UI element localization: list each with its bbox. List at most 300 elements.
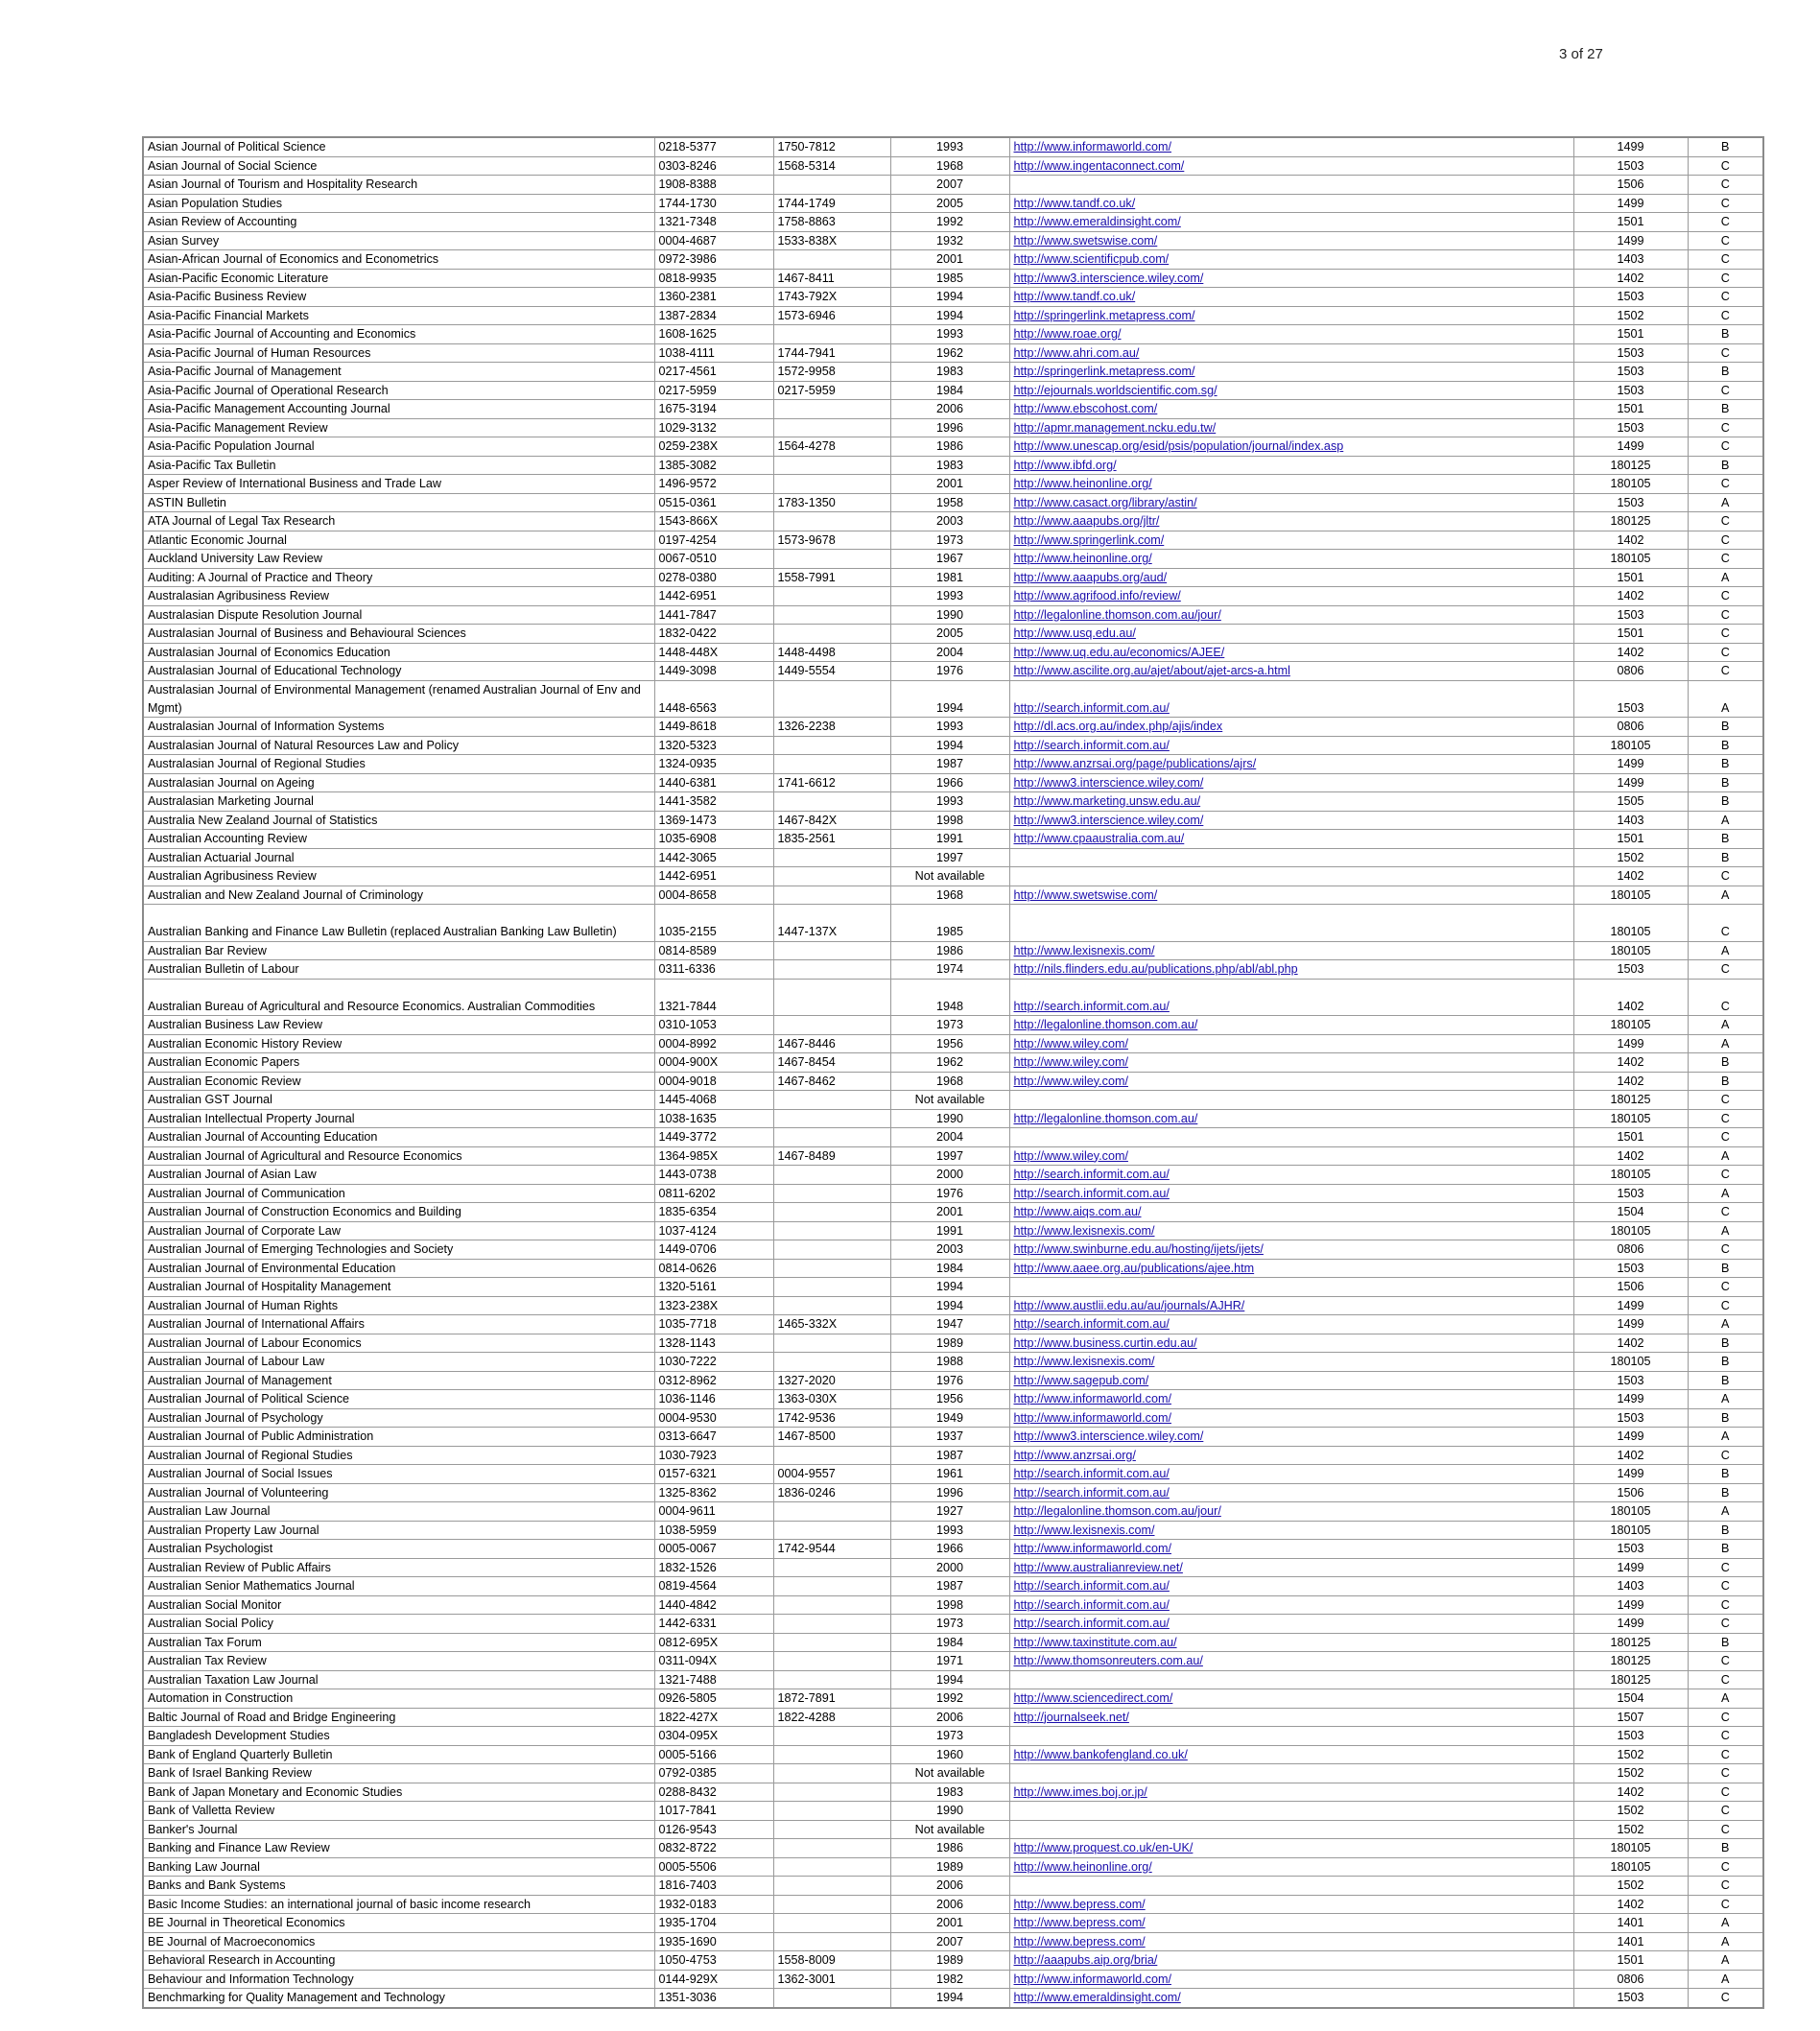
rank-cell: C <box>1688 213 1763 232</box>
journal-link[interactable]: http://nils.flinders.edu.au/publications.php/abl/abl.php <box>1013 962 1298 976</box>
journal-title-cell: Asian-African Journal of Economics and Econometrics <box>143 250 654 270</box>
journal-link[interactable]: http://search.informit.com.au/ <box>1013 1579 1170 1593</box>
table-row <box>143 1203 1763 1222</box>
start-year-cell: 1961 <box>890 1465 1009 1484</box>
start-year-cell: 1985 <box>890 269 1009 288</box>
journal-link[interactable]: http://www.bepress.com/ <box>1013 1916 1146 1929</box>
field-code-cell: 1499 <box>1573 1558 1688 1577</box>
journal-url-cell <box>1009 662 1573 681</box>
journal-url-cell <box>1009 867 1573 886</box>
eissn-cell <box>773 1839 890 1858</box>
issn-cell: 1321-7348 <box>654 213 773 232</box>
issn-cell: 1364-985X <box>654 1146 773 1166</box>
rank-cell: C <box>1688 343 1763 363</box>
start-year-cell: 2006 <box>890 1708 1009 1727</box>
eissn-cell: 1558-7991 <box>773 568 890 587</box>
journal-title-cell: Australian Journal of Emerging Technologies and Society <box>143 1240 654 1260</box>
journal-title-cell: Australian Journal of Psychology <box>143 1408 654 1428</box>
eissn-cell: 1572-9958 <box>773 363 890 382</box>
eissn-cell <box>773 979 890 1016</box>
issn-cell: 1449-3098 <box>654 662 773 681</box>
field-code-cell: 1401 <box>1573 1914 1688 1933</box>
journal-link[interactable]: http://www.bepress.com/ <box>1013 1934 1146 1948</box>
journal-link[interactable]: http://www.swetswise.com/ <box>1013 233 1158 248</box>
start-year-cell: 1962 <box>890 1053 1009 1073</box>
eissn-cell <box>773 418 890 437</box>
journal-title-cell: Bank of Valletta Review <box>143 1802 654 1821</box>
journal-url-cell <box>1009 1615 1573 1634</box>
journal-link[interactable]: http://www.wiley.com/ <box>1013 1055 1128 1069</box>
table-row <box>143 1745 1763 1764</box>
journal-link[interactable]: http://aaapubs.aip.org/bria/ <box>1013 1953 1158 1967</box>
journal-link[interactable]: http://legalonline.thomson.com.au/jour/ <box>1013 607 1221 622</box>
start-year-cell: 2001 <box>890 250 1009 270</box>
rank-cell: A <box>1688 941 1763 960</box>
field-code-cell: 1499 <box>1573 755 1688 774</box>
table-row <box>143 493 1763 512</box>
journal-url-cell <box>1009 381 1573 400</box>
journal-link[interactable]: http://www.tandf.co.uk/ <box>1013 290 1136 303</box>
journal-link[interactable]: http://www.unescap.org/esid/psis/population/journal/index.asp <box>1013 439 1344 453</box>
start-year-cell: 1990 <box>890 1802 1009 1821</box>
journal-url-cell <box>1009 1820 1573 1839</box>
journal-link[interactable]: http://legalonline.thomson.com.au/ <box>1013 1018 1198 1031</box>
journal-link[interactable]: http://search.informit.com.au/ <box>1013 1617 1170 1630</box>
journal-url-cell <box>1009 1595 1573 1615</box>
issn-cell: 0812-695X <box>654 1633 773 1652</box>
field-code-cell: 180125 <box>1573 1670 1688 1689</box>
rank-cell: B <box>1688 830 1763 849</box>
start-year-cell: 1996 <box>890 418 1009 437</box>
table-row <box>143 1072 1763 1091</box>
journal-url-cell <box>1009 1689 1573 1709</box>
issn-cell: 1440-6381 <box>654 773 773 792</box>
journal-link[interactable]: http://www.wiley.com/ <box>1013 1074 1128 1088</box>
field-code-cell: 1503 <box>1573 343 1688 363</box>
field-code-cell: 1402 <box>1573 1446 1688 1465</box>
journal-link[interactable]: http://search.informit.com.au/ <box>1013 999 1170 1013</box>
journal-url-cell <box>1009 1989 1573 2008</box>
field-code-cell: 1499 <box>1573 231 1688 250</box>
table-row <box>143 269 1763 288</box>
issn-cell: 0819-4564 <box>654 1577 773 1596</box>
table-row <box>143 400 1763 419</box>
field-code-cell: 1499 <box>1573 137 1688 156</box>
journal-link[interactable]: http://www.swinburne.edu.au/hosting/ijets/ijets/ <box>1013 1242 1264 1256</box>
journal-link[interactable]: http://www.informaworld.com/ <box>1013 1410 1171 1425</box>
journal-link[interactable]: http://www.usq.edu.au/ <box>1013 626 1136 640</box>
journal-link[interactable]: http://legalonline.thomson.com.au/jour/ <box>1013 1504 1221 1518</box>
journal-link[interactable]: http://www.sagepub.com/ <box>1013 1373 1149 1387</box>
issn-cell: 1038-5959 <box>654 1521 773 1540</box>
rank-cell: B <box>1688 325 1763 344</box>
field-code-cell: 1401 <box>1573 1932 1688 1951</box>
start-year-cell: 1962 <box>890 343 1009 363</box>
journal-title-cell: Asia-Pacific Management Accounting Journal <box>143 400 654 419</box>
start-year-cell: 1949 <box>890 1408 1009 1428</box>
issn-cell: 1050-4753 <box>654 1951 773 1971</box>
journal-title-cell: Asper Review of International Business and Trade Law <box>143 475 654 494</box>
rank-cell: C <box>1688 1577 1763 1596</box>
journal-link[interactable]: http://www.heinonline.org/ <box>1013 477 1152 490</box>
journal-url-cell <box>1009 1315 1573 1334</box>
issn-cell: 1441-7847 <box>654 605 773 625</box>
journal-link[interactable]: http://dl.acs.org.au/index.php/ajis/index <box>1013 720 1223 733</box>
rank-cell: B <box>1688 1633 1763 1652</box>
journal-url-cell <box>1009 905 1573 942</box>
rank-cell: B <box>1688 755 1763 774</box>
table-row <box>143 456 1763 475</box>
eissn-cell <box>773 1877 890 1896</box>
journal-link[interactable]: http://www.ascilite.org.au/ajet/about/ajet-arcs-a.html <box>1013 664 1290 677</box>
journal-link[interactable]: http://www.informaworld.com/ <box>1013 1392 1171 1405</box>
journal-title-cell: Asian Journal of Social Science <box>143 156 654 176</box>
issn-cell: 1385-3082 <box>654 456 773 475</box>
start-year-cell: 1971 <box>890 1652 1009 1671</box>
journal-link[interactable]: http://search.informit.com.au/ <box>1013 1186 1170 1200</box>
journal-title-cell: Australian Business Law Review <box>143 1016 654 1035</box>
start-year-cell: 1960 <box>890 1745 1009 1764</box>
field-code-cell: 1501 <box>1573 625 1688 644</box>
rank-cell: A <box>1688 1502 1763 1522</box>
start-year-cell: 1973 <box>890 1727 1009 1746</box>
issn-cell: 1442-6951 <box>654 867 773 886</box>
journal-url-cell <box>1009 1764 1573 1783</box>
journal-title-cell: Asia-Pacific Journal of Human Resources <box>143 343 654 363</box>
issn-cell: 0792-0385 <box>654 1764 773 1783</box>
field-code-cell: 1503 <box>1573 493 1688 512</box>
table-row <box>143 905 1763 942</box>
table-row <box>143 325 1763 344</box>
journal-url-cell <box>1009 605 1573 625</box>
start-year-cell: 1973 <box>890 1016 1009 1035</box>
journal-url-cell <box>1009 325 1573 344</box>
journal-link[interactable]: http://apmr.management.ncku.edu.tw/ <box>1013 420 1217 435</box>
journal-link[interactable]: http://www3.interscience.wiley.com/ <box>1013 271 1204 285</box>
journal-link[interactable]: http://www.informaworld.com/ <box>1013 1542 1171 1555</box>
rank-cell: A <box>1688 1951 1763 1971</box>
journal-link[interactable]: http://www.lexisnexis.com/ <box>1013 1223 1155 1238</box>
journal-link[interactable]: http://search.informit.com.au/ <box>1013 1168 1170 1181</box>
journal-url-cell <box>1009 1970 1573 1989</box>
journal-link[interactable]: http://www.scientificpub.com/ <box>1013 252 1170 266</box>
journal-link[interactable]: http://www.heinonline.org/ <box>1013 552 1152 565</box>
issn-cell: 0067-0510 <box>654 550 773 569</box>
journal-link[interactable]: http://www.ingentaconnect.com/ <box>1013 158 1185 173</box>
table-row <box>143 1914 1763 1933</box>
journal-link[interactable]: http://www.emeraldinsight.com/ <box>1013 1991 1181 2004</box>
journal-link[interactable]: http://legalonline.thomson.com.au/ <box>1013 1111 1198 1125</box>
journal-link[interactable]: http://search.informit.com.au/ <box>1013 738 1170 752</box>
journal-link[interactable]: http://www3.interscience.wiley.com/ <box>1013 1429 1204 1443</box>
rank-cell: C <box>1688 1558 1763 1577</box>
journal-url-cell <box>1009 306 1573 325</box>
rank-cell: A <box>1688 1146 1763 1166</box>
rank-cell: C <box>1688 1296 1763 1315</box>
field-code-cell: 180125 <box>1573 1633 1688 1652</box>
rank-cell: B <box>1688 1334 1763 1353</box>
journal-title-cell: Australian Journal of Accounting Education <box>143 1128 654 1147</box>
journal-link[interactable]: http://www.business.curtin.edu.au/ <box>1013 1335 1197 1350</box>
journal-link[interactable]: http://springerlink.metapress.com/ <box>1013 365 1195 378</box>
field-code-cell: 1503 <box>1573 1259 1688 1278</box>
journal-link[interactable]: http://www.bankofengland.co.uk/ <box>1013 1747 1188 1761</box>
eissn-cell: 1564-4278 <box>773 437 890 457</box>
journal-link[interactable]: http://search.informit.com.au/ <box>1013 700 1170 715</box>
journal-link[interactable]: http://springerlink.metapress.com/ <box>1013 308 1195 322</box>
journal-link[interactable]: http://www.ahri.com.au/ <box>1013 345 1140 360</box>
journal-link[interactable]: http://www.aaapubs.org/aud/ <box>1013 570 1168 584</box>
journal-link[interactable]: http://www.wiley.com/ <box>1013 1148 1128 1163</box>
journal-title-cell: Behaviour and Information Technology <box>143 1970 654 1989</box>
eissn-cell <box>773 1764 890 1783</box>
journal-title-cell: Banks and Bank Systems <box>143 1877 654 1896</box>
rank-cell: A <box>1688 1016 1763 1035</box>
issn-cell: 0004-9611 <box>654 1502 773 1522</box>
eissn-cell: 1362-3001 <box>773 1970 890 1989</box>
journal-title-cell: Australian Journal of Asian Law <box>143 1166 654 1185</box>
eissn-cell: 1449-5554 <box>773 662 890 681</box>
issn-cell: 1038-4111 <box>654 343 773 363</box>
journal-link[interactable]: http://www.taxinstitute.com.au/ <box>1013 1635 1177 1649</box>
journal-title-cell: Australian Journal of Labour Law <box>143 1353 654 1372</box>
journal-url-cell <box>1009 1577 1573 1596</box>
journal-title-cell: Banker's Journal <box>143 1820 654 1839</box>
field-code-cell: 1499 <box>1573 1428 1688 1447</box>
eissn-cell: 1872-7891 <box>773 1689 890 1709</box>
journal-link[interactable]: http://www.uq.edu.au/economics/AJEE/ <box>1013 645 1225 659</box>
journal-link[interactable]: http://www.australianreview.net/ <box>1013 1560 1183 1574</box>
issn-cell: 1935-1704 <box>654 1914 773 1933</box>
journal-title-cell: Australian Journal of International Affairs <box>143 1315 654 1334</box>
eissn-cell: 1741-6612 <box>773 773 890 792</box>
journal-link[interactable]: http://search.informit.com.au/ <box>1013 1485 1170 1500</box>
journal-link[interactable]: http://www.cpaaustralia.com.au/ <box>1013 832 1185 845</box>
journal-title-cell: Australian Law Journal <box>143 1502 654 1522</box>
field-code-cell: 180125 <box>1573 1652 1688 1671</box>
start-year-cell: 1993 <box>890 718 1009 737</box>
issn-cell: 1448-448X <box>654 643 773 662</box>
journal-url-cell <box>1009 493 1573 512</box>
journal-link[interactable]: http://www.sciencedirect.com/ <box>1013 1691 1173 1705</box>
journal-url-cell <box>1009 1540 1573 1559</box>
journal-link[interactable]: http://www.springerlink.com/ <box>1013 532 1165 547</box>
eissn-cell <box>773 1016 890 1035</box>
start-year-cell: 1991 <box>890 1221 1009 1240</box>
issn-cell: 0926-5805 <box>654 1689 773 1709</box>
table-row <box>143 1296 1763 1315</box>
field-code-cell: 180125 <box>1573 1091 1688 1110</box>
rank-cell: C <box>1688 1877 1763 1896</box>
eissn-cell: 1744-1749 <box>773 194 890 213</box>
journal-link[interactable]: http://www.roae.org/ <box>1013 327 1122 341</box>
journal-title-cell: Asia-Pacific Tax Bulletin <box>143 456 654 475</box>
journal-link[interactable]: http://www.lexisnexis.com/ <box>1013 943 1155 957</box>
journal-link[interactable]: http://www.tandf.co.uk/ <box>1013 196 1136 210</box>
issn-cell: 1608-1625 <box>654 325 773 344</box>
eissn-cell <box>773 1633 890 1652</box>
eissn-cell: 1783-1350 <box>773 493 890 512</box>
field-code-cell: 0806 <box>1573 1240 1688 1260</box>
journal-url-cell <box>1009 1652 1573 1671</box>
journal-link[interactable]: http://www.lexisnexis.com/ <box>1013 1523 1155 1537</box>
table-row <box>143 1540 1763 1559</box>
journal-link[interactable]: http://search.informit.com.au/ <box>1013 1467 1170 1480</box>
journal-title-cell: Australian Economic Review <box>143 1072 654 1091</box>
journal-url-cell <box>1009 1371 1573 1390</box>
issn-cell: 1442-6951 <box>654 587 773 606</box>
journal-title-cell: Atlantic Economic Journal <box>143 531 654 550</box>
table-row <box>143 363 1763 382</box>
table-row <box>143 1091 1763 1110</box>
issn-cell: 1816-7403 <box>654 1877 773 1896</box>
rank-cell: C <box>1688 905 1763 942</box>
journal-link[interactable]: http://ejournals.worldscientific.com.sg/ <box>1013 383 1217 397</box>
journal-title-cell: Behavioral Research in Accounting <box>143 1951 654 1971</box>
journal-link[interactable]: http://www.austlii.edu.au/au/journals/AJHR/ <box>1013 1298 1245 1312</box>
start-year-cell: 2006 <box>890 400 1009 419</box>
issn-cell: 1440-4842 <box>654 1595 773 1615</box>
eissn-cell <box>773 941 890 960</box>
eissn-cell <box>773 512 890 531</box>
issn-cell: 1324-0935 <box>654 755 773 774</box>
rank-cell: A <box>1688 1390 1763 1409</box>
field-code-cell: 1504 <box>1573 1689 1688 1709</box>
journal-title-cell: Australian Journal of Volunteering <box>143 1483 654 1502</box>
journal-title-cell: Australasian Journal on Ageing <box>143 773 654 792</box>
start-year-cell: 1992 <box>890 1689 1009 1709</box>
journal-title-cell: Australian Journal of Hospitality Management <box>143 1278 654 1297</box>
journal-link[interactable]: http://www.casact.org/library/astin/ <box>1013 495 1197 509</box>
journal-link[interactable]: http://www.aiqs.com.au/ <box>1013 1205 1142 1218</box>
journal-url-cell <box>1009 1745 1573 1764</box>
journal-link[interactable]: http://www.imes.boj.or.jp/ <box>1013 1784 1147 1799</box>
rank-cell: C <box>1688 512 1763 531</box>
rank-cell: C <box>1688 1708 1763 1727</box>
issn-cell: 0157-6321 <box>654 1465 773 1484</box>
journal-link[interactable]: http://www.marketing.unsw.edu.au/ <box>1013 794 1201 808</box>
field-code-cell: 1499 <box>1573 773 1688 792</box>
table-row <box>143 1895 1763 1914</box>
issn-cell: 1387-2834 <box>654 306 773 325</box>
journal-link[interactable]: http://search.informit.com.au/ <box>1013 1317 1170 1331</box>
table-row <box>143 811 1763 830</box>
journal-link[interactable]: http://www.agrifood.info/review/ <box>1013 589 1181 602</box>
journal-link[interactable]: http://www.emeraldinsight.com/ <box>1013 215 1181 228</box>
journal-link[interactable]: http://www.heinonline.org/ <box>1013 1859 1152 1874</box>
journal-title-cell: Auckland University Law Review <box>143 550 654 569</box>
journal-link[interactable]: http://www.anzrsai.org/page/publications/ajrs/ <box>1013 757 1257 770</box>
journal-title-cell: Bank of England Quarterly Bulletin <box>143 1745 654 1764</box>
table-row <box>143 1483 1763 1502</box>
journal-url-cell <box>1009 1259 1573 1278</box>
table-row <box>143 512 1763 531</box>
journal-link[interactable]: http://www.ebscohost.com/ <box>1013 402 1158 415</box>
journal-link[interactable]: http://www.bepress.com/ <box>1013 1897 1146 1911</box>
issn-cell: 1449-3772 <box>654 1128 773 1147</box>
start-year-cell: 1993 <box>890 587 1009 606</box>
eissn-cell <box>773 1259 890 1278</box>
start-year-cell: 1976 <box>890 662 1009 681</box>
journal-link[interactable]: http://www.thomsonreuters.com.au/ <box>1013 1654 1203 1667</box>
issn-cell: 1035-6908 <box>654 830 773 849</box>
journal-url-cell <box>1009 1428 1573 1447</box>
start-year-cell: 1968 <box>890 156 1009 176</box>
journal-link[interactable]: http://www.informaworld.com/ <box>1013 1972 1171 1986</box>
field-code-cell: 180105 <box>1573 1521 1688 1540</box>
journal-link[interactable]: http://www.proquest.co.uk/en-UK/ <box>1013 1841 1194 1854</box>
journal-link[interactable]: http://www.swetswise.com/ <box>1013 887 1158 902</box>
table-row <box>143 1877 1763 1896</box>
journal-title-cell: Banking Law Journal <box>143 1857 654 1877</box>
journal-link[interactable]: http://www.aaee.org.au/publications/ajee.htm <box>1013 1261 1255 1275</box>
field-code-cell: 1502 <box>1573 1820 1688 1839</box>
field-code-cell: 1499 <box>1573 437 1688 457</box>
table-row <box>143 605 1763 625</box>
journal-link[interactable]: http://www.informaworld.com/ <box>1013 140 1171 154</box>
table-row <box>143 1820 1763 1839</box>
eissn-cell: 1467-8454 <box>773 1053 890 1073</box>
field-code-cell: 1402 <box>1573 867 1688 886</box>
eissn-cell <box>773 1109 890 1128</box>
issn-cell: 1017-7841 <box>654 1802 773 1821</box>
field-code-cell: 1501 <box>1573 1951 1688 1971</box>
field-code-cell: 0806 <box>1573 662 1688 681</box>
journal-url-cell <box>1009 625 1573 644</box>
table-row <box>143 1278 1763 1297</box>
journal-link[interactable]: http://www3.interscience.wiley.com/ <box>1013 775 1204 790</box>
table-row <box>143 1970 1763 1989</box>
table-row <box>143 1670 1763 1689</box>
journal-link[interactable]: http://journalseek.net/ <box>1013 1710 1129 1724</box>
journal-link[interactable]: http://www.anzrsai.org/ <box>1013 1448 1136 1462</box>
eissn-cell: 1568-5314 <box>773 156 890 176</box>
rank-cell: C <box>1688 306 1763 325</box>
eissn-cell <box>773 1558 890 1577</box>
field-code-cell: 1499 <box>1573 1615 1688 1634</box>
journal-link[interactable]: http://www.aaapubs.org/jltr/ <box>1013 514 1160 528</box>
rank-cell: A <box>1688 1315 1763 1334</box>
start-year-cell: 1948 <box>890 979 1009 1016</box>
journal-link[interactable]: http://www.lexisnexis.com/ <box>1013 1355 1155 1368</box>
journal-link[interactable]: http://www3.interscience.wiley.com/ <box>1013 813 1204 827</box>
issn-cell: 1030-7923 <box>654 1446 773 1465</box>
journal-link[interactable]: http://www.wiley.com/ <box>1013 1036 1128 1051</box>
journal-url-cell <box>1009 363 1573 382</box>
journal-title-cell: Australian Journal of Labour Economics <box>143 1334 654 1353</box>
journal-url-cell <box>1009 736 1573 755</box>
journal-link[interactable]: http://search.informit.com.au/ <box>1013 1597 1170 1612</box>
eissn-cell: 1467-8411 <box>773 269 890 288</box>
table-row <box>143 1446 1763 1465</box>
field-code-cell: 1505 <box>1573 792 1688 812</box>
journal-title-cell: Australian Social Policy <box>143 1615 654 1634</box>
journal-url-cell <box>1009 456 1573 475</box>
eissn-cell: 1835-2561 <box>773 830 890 849</box>
table-row <box>143 886 1763 905</box>
start-year-cell: 1989 <box>890 1857 1009 1877</box>
eissn-cell <box>773 550 890 569</box>
journal-link[interactable]: http://www.ibfd.org/ <box>1013 458 1117 472</box>
start-year-cell: 1974 <box>890 960 1009 980</box>
rank-cell: B <box>1688 773 1763 792</box>
start-year-cell: 1994 <box>890 1670 1009 1689</box>
start-year-cell: 1990 <box>890 605 1009 625</box>
journal-url-cell <box>1009 773 1573 792</box>
eissn-cell <box>773 1166 890 1185</box>
issn-cell: 0217-4561 <box>654 363 773 382</box>
eissn-cell: 1742-9544 <box>773 1540 890 1559</box>
